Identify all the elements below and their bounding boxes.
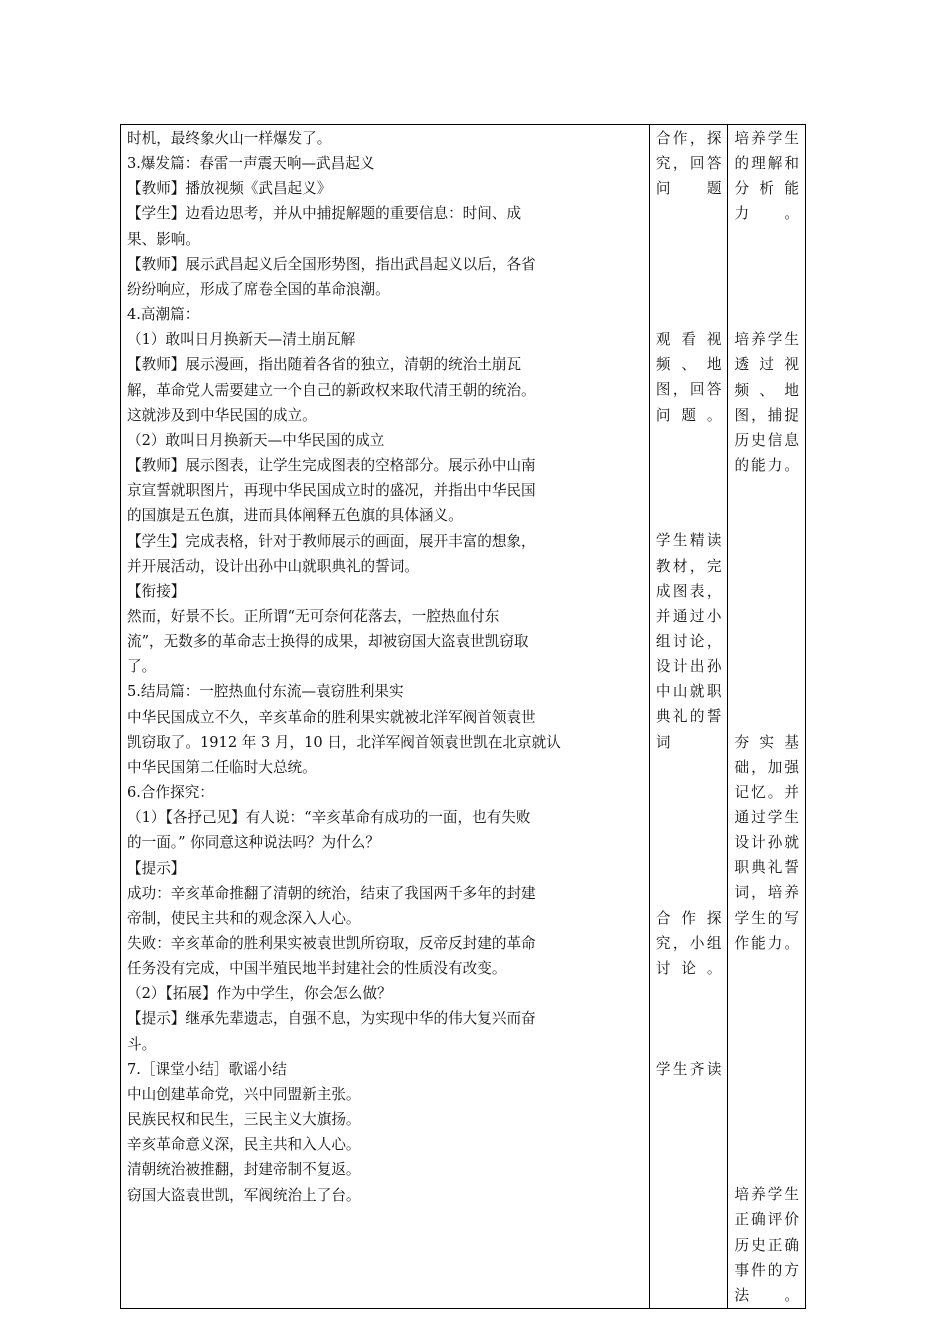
process-text-line: 中华民国成立不久，辛亥革命的胜利果实就被北洋军阀首领袁世: [127, 708, 536, 726]
intent-text-line: [734, 579, 799, 604]
process-text-line: 【学生】完成表格，针对于教师展示的画面，展开丰富的想象，: [127, 532, 536, 550]
intent-text-line: 培养学生: [734, 331, 799, 349]
intent-text-line: 图，捕捉: [734, 406, 799, 424]
student-activity-cell: [649, 125, 728, 1309]
activity-text-line: 讨论。: [655, 959, 722, 977]
process-text-line: 中山创建革命党，兴中同盟新主张。: [127, 1085, 361, 1103]
intent-text-line: 学生的写: [734, 909, 799, 927]
intent-text-line: [734, 981, 799, 1006]
process-text-line: 失败：辛亥革命的胜利果实被袁世凯所窃取，反帝反封建的革命: [127, 935, 536, 952]
activity-text-line: 频 、 地: [655, 356, 722, 374]
process-text-line: 5.结局篇：一腔热血付东流—袁窃胜利果实: [127, 683, 404, 701]
activity-text-line: 中山就职: [655, 683, 722, 701]
intent-text-line: [734, 1132, 799, 1157]
activity-text-line: [656, 302, 722, 327]
activity-text-line: [656, 981, 722, 1006]
intent-text-line: 事件的方: [734, 1261, 799, 1279]
intent-text-line: 透 过 视: [734, 356, 799, 374]
activity-text-line: [656, 227, 722, 252]
activity-text-line: [656, 428, 722, 453]
activity-text-line: 问题: [655, 180, 722, 198]
process-text-line: 【教师】展示武昌起义后全国形势图，指出武昌起义以后，各省: [127, 255, 536, 273]
activity-text-line: 合 作 探: [655, 909, 722, 927]
process-text-line: 的国旗是五色旗，进而具体阐释五色旗的具体涵义。: [127, 507, 463, 525]
process-text-line: 【教师】播放视频《武昌起义》: [127, 180, 332, 198]
intent-text-line: 职典礼誓: [734, 859, 799, 877]
intent-text-line: [734, 528, 799, 553]
intent-text-line: [734, 704, 799, 729]
activity-text-line: [656, 1031, 722, 1056]
process-text-line: 6.合作探究：: [127, 784, 214, 802]
activity-text-line: [656, 1006, 722, 1031]
process-text-line: 然而，好景不长。正所谓“无可奈何花落去，一腔热血付东: [127, 607, 500, 625]
activity-text-line: 问题。: [655, 406, 722, 424]
intent-text-line: [734, 604, 799, 629]
activity-text-line: [656, 201, 722, 226]
intent-text-line: [734, 554, 799, 579]
intent-text-line: [734, 1031, 799, 1056]
intent-text-line: [734, 1057, 799, 1082]
intent-text-line: 的能力。: [734, 456, 799, 474]
activity-text-line: 并通过小: [655, 607, 722, 625]
process-text-line: 并开展活动，设计出孙中山就职典礼的誓词。: [127, 557, 419, 575]
process-text-line: 辛亥革命意义深，民主共和入人心。: [127, 1136, 361, 1154]
intent-text-line: 的理解和: [734, 155, 799, 173]
process-text-line: 了。: [127, 658, 157, 676]
activity-text-line: 图，回答: [655, 381, 722, 399]
intent-text-line: 设计孙就: [734, 834, 799, 852]
lesson-plan-table: [120, 124, 806, 1309]
intent-text-line: 正确评价: [734, 1211, 799, 1229]
process-text-line: 窃国大盗袁世凯，军阀统治上了台。: [127, 1186, 361, 1204]
process-text-line: 【教师】展示图表，让学生完成图表的空格部分。展示孙中山南: [127, 457, 536, 475]
intent-text-line: [734, 478, 799, 503]
process-text-line: 清朝统治被推翻，封建帝制不复返。: [127, 1161, 361, 1179]
process-text-line: 3.爆发篇：春雷一声震天响—武昌起义: [127, 155, 375, 173]
process-text-line: 果、影响。: [127, 230, 200, 248]
intent-text-line: [734, 227, 799, 252]
activity-text-line: [656, 478, 722, 503]
activity-text-line: [656, 780, 722, 805]
activity-text-line: 学生精读: [655, 532, 722, 550]
intent-text-line: [734, 679, 799, 704]
activity-text-line: 组讨论，: [655, 632, 722, 650]
intent-text-line: 分 析 能: [734, 180, 799, 198]
process-text-line: 【教师】展示漫画，指出随着各省的独立，清朝的统治土崩瓦: [127, 356, 522, 374]
intent-text-line: [734, 1157, 799, 1182]
activity-text-line: [656, 252, 722, 277]
activity-text-line: [656, 855, 722, 880]
intent-text-line: [734, 629, 799, 654]
design-intent-cell: [728, 125, 806, 1309]
intent-text-line: [734, 1006, 799, 1031]
activity-text-line: [656, 453, 722, 478]
intent-text-line: 记忆。并: [734, 783, 799, 801]
activity-text-line: [656, 755, 722, 780]
process-text-line: 斗。: [127, 1035, 157, 1053]
activity-text-line: 合作，探: [655, 130, 722, 147]
table-row: [121, 125, 806, 1309]
intent-text-line: 法。: [734, 1286, 799, 1304]
intent-text-line: [734, 956, 799, 981]
process-text-line: 解，革命党人需要建立一个自己的新政权来取代清王朝的统治。: [127, 381, 536, 399]
intent-text-line: [734, 1107, 799, 1132]
process-text-line: （2）敢叫日月换新天—中华民国的成立: [127, 431, 385, 449]
process-text-line: 这就涉及到中华民国的成立。: [127, 406, 317, 424]
process-text-line: 流”，无数多的革命志士换得的成果，却被窃国大盗袁世凯窃取: [127, 633, 529, 651]
process-text-line: 7.［课堂小结］歌谣小结: [127, 1060, 287, 1078]
intent-text-line: [734, 302, 799, 327]
process-text-line: （2）【拓展】作为中学生，你会怎么做？: [127, 985, 392, 1003]
teaching-process-cell: [121, 125, 650, 1309]
intent-text-line: [734, 252, 799, 277]
intent-text-line: 通过学生: [734, 809, 799, 826]
activity-text-line: [656, 503, 722, 528]
intent-text-line: 频 、 地: [734, 381, 799, 399]
process-text-line: （1）【各抒己见】有人说：“辛亥革命有成功的一面，也有失败: [127, 809, 531, 827]
intent-text-line: 培养学生: [734, 1186, 799, 1204]
intent-text-line: 词，培养: [734, 884, 799, 902]
intent-text-line: 作能力。: [734, 934, 799, 952]
activity-text-line: 教材，完: [655, 557, 722, 575]
intent-text-line: 夯 实 基: [734, 733, 799, 751]
activity-text-line: [656, 880, 722, 905]
intent-text-line: 历史信息: [734, 431, 799, 449]
intent-text-line: [734, 1082, 799, 1107]
activity-text-line: 设计出孙: [655, 658, 722, 676]
activity-text-line: 成图表，: [655, 582, 722, 600]
activity-text-line: 究，回答: [655, 155, 722, 173]
intent-text-line: 培养学生: [734, 130, 799, 147]
process-text-line: 民族民权和民生，三民主义大旗扬。: [127, 1111, 361, 1129]
process-text-line: 【提示】继承先辈遗志，自强不息，为实现中华的伟大复兴而奋: [127, 1010, 536, 1028]
process-text-line: 时机，最终象火山一样爆发了。: [127, 130, 332, 147]
process-text-line: 的一面。” 你同意这种说法吗？为什么？: [127, 834, 380, 852]
activity-text-line: 学生齐读: [655, 1060, 722, 1078]
activity-text-line: [656, 277, 722, 302]
process-text-line: 4.高潮篇：: [127, 306, 200, 324]
process-text-line: 中华民国第二任临时大总统。: [127, 758, 317, 776]
process-text-line: 纷纷响应，形成了席卷全国的革命浪潮。: [127, 280, 390, 298]
intent-text-line: [734, 503, 799, 528]
intent-text-line: 历史正确: [734, 1236, 799, 1254]
activity-text-line: 词: [655, 733, 671, 751]
process-text-line: 【学生】边看边思考，并从中捕捉解题的重要信息：时间、成: [127, 205, 522, 223]
process-text-line: 任务没有完成，中国半殖民地半封建社会的性质没有改变。: [127, 960, 507, 978]
process-text-line: 【提示】: [127, 859, 186, 877]
activity-text-line: 究，小组: [655, 934, 722, 952]
process-text-line: 成功：辛亥革命推翻了清朝的统治，结束了我国两千多年的封建: [127, 884, 536, 902]
process-text-line: 京宣誓就职图片，再现中华民国成立时的盛况，并指出中华民国: [127, 482, 536, 500]
intent-text-line: [734, 277, 799, 302]
process-text-line: 凯窃取了。1912 年 3 月，10 日，北洋军阀首领袁世凯在北京就认: [127, 733, 561, 751]
process-text-line: 帝制，使民主共和的观念深入人心。: [127, 909, 361, 927]
intent-text-line: 础，加强: [734, 758, 799, 776]
process-text-line: （1）敢叫日月换新天—清土崩瓦解: [127, 331, 356, 349]
intent-text-line: 力。: [734, 205, 799, 223]
process-text-line: 【衔接】: [127, 582, 186, 600]
activity-text-line: [656, 805, 722, 830]
intent-text-line: [734, 654, 799, 679]
activity-text-line: [656, 830, 722, 855]
activity-text-line: 典礼的誓: [655, 708, 722, 726]
activity-text-line: 观 看 视: [655, 331, 722, 349]
